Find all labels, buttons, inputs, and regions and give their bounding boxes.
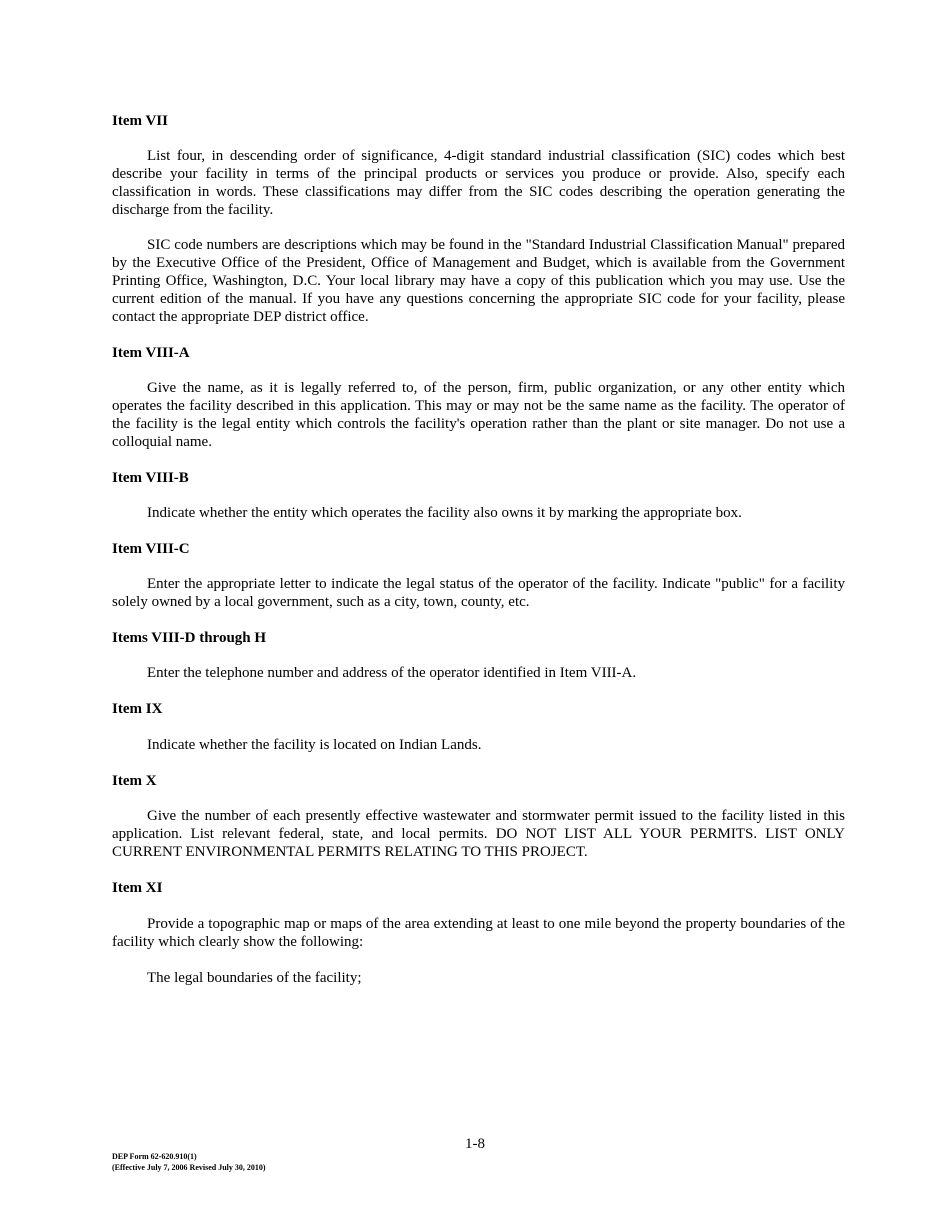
heading-item-viii-b: Item VIII-B: [112, 470, 189, 486]
paragraph-item-viii-b: Indicate whether the entity which operates the facility also owns it by marking the appropriate box.: [147, 505, 742, 521]
paragraph-item-viii-c: Enter the appropriate letter to indicate the legal status of the operator of the facility. Indicate "public" for a facility solely owned by a local government, such as a city, town, county, etc.: [112, 576, 845, 610]
footer-form-number: DEP Form 62-620.910(1): [112, 1152, 197, 1161]
paragraph-item-xi-boundaries: The legal boundaries of the facility;: [147, 970, 362, 986]
paragraph-item-x: Give the number of each presently effective wastewater and stormwater permit issued to the facility listed in this application. List relevant federal, state, and local permits. DO NOT LIST ALL YOUR PERMITS. LIST ONLY CURRENT ENVIRONMENTAL PERMITS RELATING TO THIS PROJECT.: [112, 808, 845, 860]
heading-items-viii-d-h: Items VIII-D through H: [112, 630, 267, 646]
paragraph-item-viii-a: Give the name, as it is legally referred to, of the person, firm, public organization, or any other entity which operates the facility described in this application. This may or may not be the same name as the facility. The operator of the facility is the legal entity which controls the facility's operation rather than the plant or site manager. Do not use a colloquial name.: [112, 380, 845, 450]
heading-item-ix: Item IX: [112, 701, 163, 717]
paragraph-item-xi: Provide a topographic map or maps of the area extending at least to one mile beyond the property boundaries of the facility which clearly show the following:: [112, 916, 845, 950]
paragraph-item-ix: Indicate whether the facility is located on Indian Lands.: [147, 737, 482, 753]
heading-item-viii-c: Item VIII-C: [112, 541, 190, 557]
paragraph-item-vii-sic-codes: List four, in descending order of significance, 4-digit standard industrial classification (SIC) codes which best describe your facility in terms of the principal products or services you produce or provide. Also, specify each classification in words. These classifications may differ from the SIC codes describing the operation generating the discharge from the facility.: [112, 148, 845, 218]
heading-item-vii: Item VII: [112, 113, 168, 129]
page-number: 1-8: [465, 1136, 485, 1152]
paragraph-items-viii-d-h: Enter the telephone number and address of the operator identified in Item VIII-A.: [147, 665, 637, 681]
heading-item-viii-a: Item VIII-A: [112, 345, 190, 361]
heading-item-x: Item X: [112, 773, 157, 789]
footer-effective-date: (Effective July 7, 2006 Revised July 30, 2010): [112, 1163, 266, 1172]
heading-item-xi: Item XI: [112, 880, 163, 896]
paragraph-item-vii-sic-manual: SIC code numbers are descriptions which may be found in the "Standard Industrial Classification Manual" prepared by the Executive Office of the President, Office of Management and Budget, which is available from the Government Printing Office, Washington, D.C. Your local library may have a copy of this publication which you may use. Use the current edition of the manual. If you have any questions concerning the appropriate SIC code for your facility, please contact the appropriate DEP district office.: [112, 237, 845, 325]
